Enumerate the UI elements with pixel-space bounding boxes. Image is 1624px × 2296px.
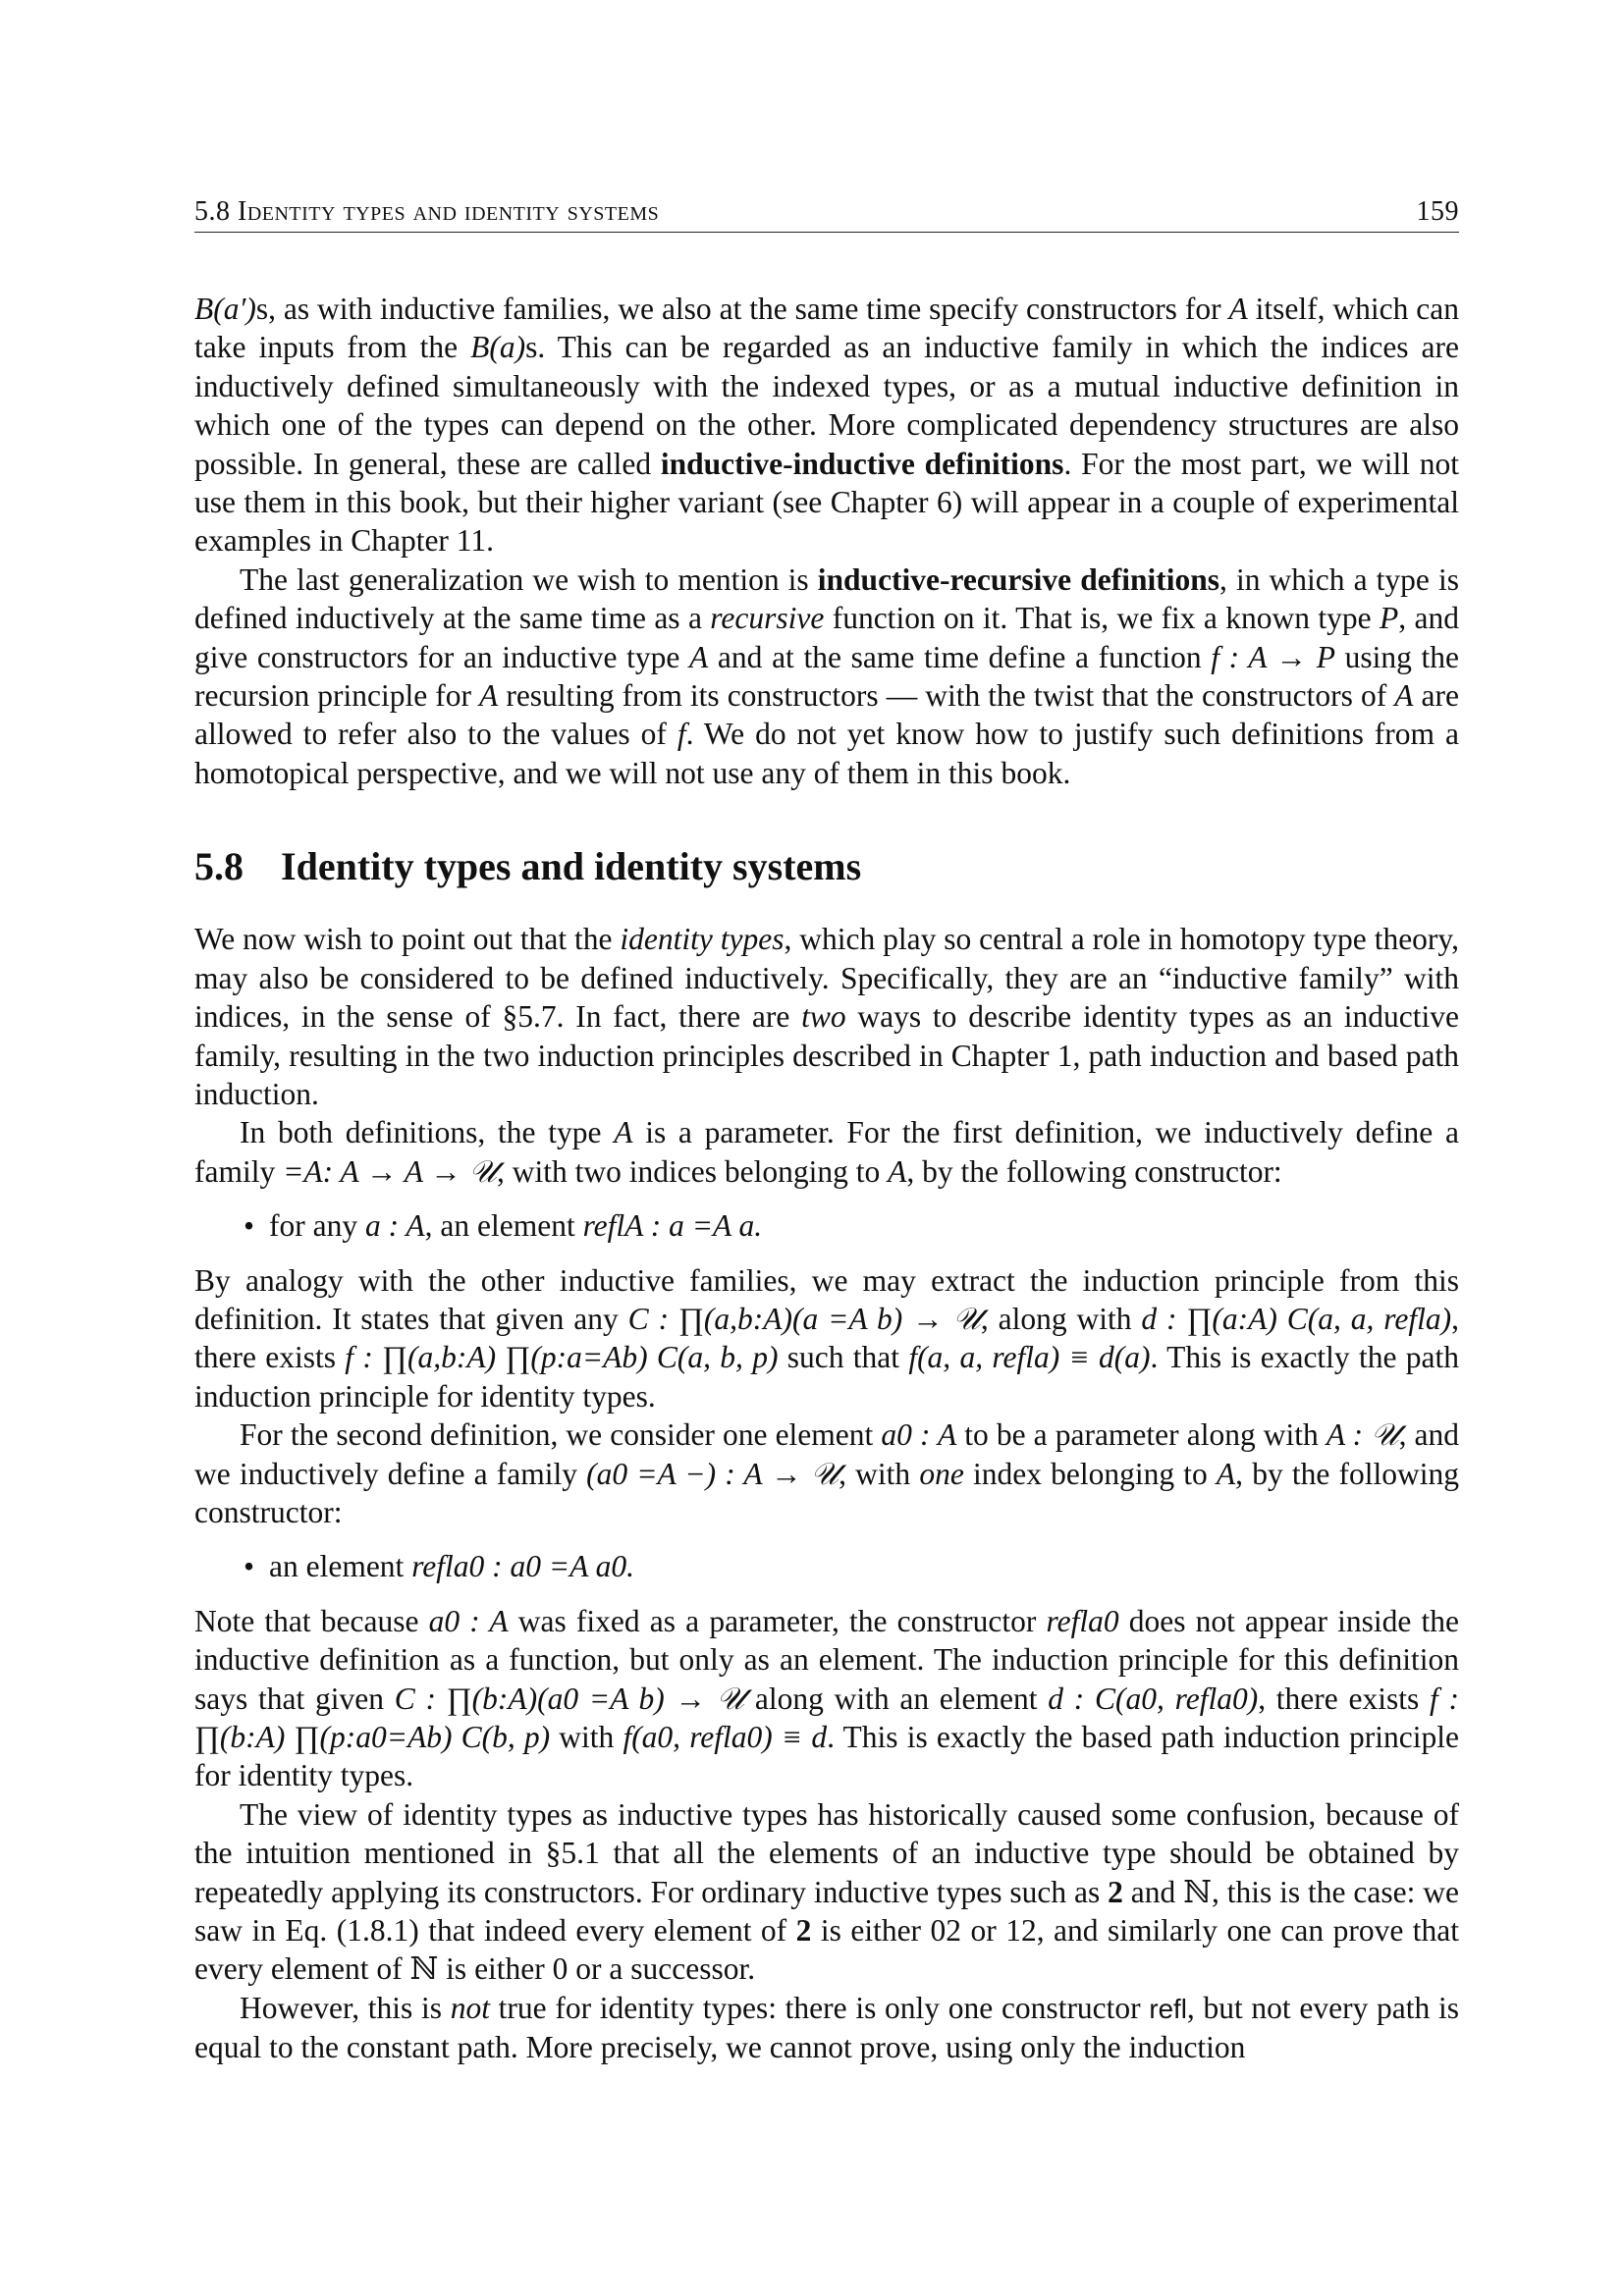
text: is either [811,1913,931,1949]
text: resulting from its constructors — with the twist that the constructors of [498,678,1395,714]
math-A: A [1228,292,1248,326]
text: , and similarly one can prove that every element of ℕ is either 0 or a successor. [194,1913,1459,1987]
text: However, this is [240,1990,451,2025]
text: such that [778,1340,909,1375]
paragraph-3 [194,920,1459,1113]
text: The last generalization we wish to mention is [240,561,818,597]
text: function on it. That is, we fix a known type [824,601,1380,636]
math-Ba: B(a) [470,330,526,365]
math-a-colon-A: a : A [364,1208,425,1244]
math-A-colon-U: A : 𝒰 [1326,1417,1399,1453]
math-identity-family: =A: A → A → 𝒰 [283,1153,498,1189]
text: By analogy with the other inductive families, we may extract the induction principle from this definition. It states that given any [194,1262,1459,1336]
math-based-family: (a0 =A −) : A → 𝒰 [586,1456,839,1491]
emphasis: recursive [710,601,825,636]
text: . This is exactly the based path induction principle for identity types. [194,1720,1459,1793]
paragraph-2 [194,561,1459,792]
text: . This is exactly the path induction principle for identity types. [194,1340,1459,1414]
running-head-title: Identity types and identity systems [238,196,660,227]
text: using the recursion principle for [194,639,1459,714]
term-inductive-recursive: inductive-recursive definitions [817,561,1219,597]
math-zero-two: 02 [930,1913,962,1949]
text: , there exists [1258,1681,1431,1716]
math-refl-A: reflA : a =A a. [582,1208,763,1244]
text: or [961,1913,1006,1949]
running-head-section [194,196,659,228]
text: an element [269,1549,412,1584]
text: itself, which can take inputs from the [194,292,1459,365]
math-f-A-to-P: f : A → P [1211,639,1335,674]
text: s, as with inductive families, we also at the same time specify constructors for [255,292,1229,326]
text: , but not every path is equal to the constant path. More precisely, we cannot prove, using only the induction [194,1990,1459,2065]
emphasis: two [801,999,846,1035]
math-Ba-prime: B(a′) [194,292,256,326]
list-item [244,1206,1459,1245]
text: , along with [980,1301,1142,1336]
text: index belonging to [963,1456,1217,1491]
text: , with [839,1456,920,1491]
math-a0-colon-A: a0 : A [428,1603,509,1638]
constructor-list-1 [194,1206,1459,1245]
text: and ℕ, this is the case: we saw in Eq. (1.8.1) that indeed every element of [194,1874,1459,1949]
math-f-computation-2: f(a0, refla0) ≡ d [623,1720,828,1754]
math-f-type-2: f : ∏(b:A) ∏(p:a0=Ab) C(b, p) [194,1681,1460,1754]
text: , there exists [194,1301,1459,1375]
emphasis: identity types [620,922,785,957]
math-A: A [689,639,709,674]
text: The view of identity types as inductive types has historically caused some confusion, because of the intuition mentioned in §5.1 that all the elements of an inductive type should be obtained by repeatedly applying its constructors. For ordinary inductive types such as [194,1796,1459,1909]
math-f-computation: f(a, a, refla) ≡ d(a) [908,1340,1151,1375]
math-A: A [1394,678,1414,714]
math-d-type-2: d : C(a0, refla0) [1048,1681,1259,1716]
math-refl: refl [1149,1993,1187,2024]
constructor-list-2 [194,1547,1459,1585]
paragraph-7 [194,1602,1459,1795]
page [194,196,1459,2067]
text: are allowed to refer also to the values of [194,678,1459,752]
section-heading [194,843,1459,890]
text: does not appear inside the inductive definition as a function, but only as an element. The induction principle for this definition says that given [194,1603,1460,1716]
text: Note that because [194,1603,429,1638]
text: , and we inductively define a family [194,1417,1460,1491]
text: along with an element [744,1681,1049,1716]
running-head-number: 5.8 [194,196,231,227]
paragraph-4 [194,1113,1459,1191]
text: , in which a type is defined inductively at the same time as a [194,561,1459,636]
math-P: P [1380,601,1399,636]
paragraph-5 [194,1261,1459,1416]
text: . We do not yet know how to justify such definitions from a homotopical perspective, and we will not use any of them in this book. [194,717,1459,790]
text: ways to describe identity types as an inductive family, resulting in the two induction principles described in Chapter 1, path induction and based path induction. [194,999,1459,1111]
body-text [194,290,1459,2067]
text: We now wish to point out that the [194,922,621,957]
text: , and give constructors for an inductive type [194,601,1459,674]
text: s. This can be regarded as an inductive family in which the indices are inductively defined simultaneously with the indexed types, or as a mutual inductive definition in which one of the types can depend on the other. More complicated dependency structures are also possible. In general, these are called [194,330,1459,481]
text: . For the most part, we will not use them in this book, but their higher variant (see Chapter 6) will appear in a couple of experimental examples in Chapter 11. [194,446,1459,559]
section-title: Identity types and identity systems [281,844,862,889]
math-f-type: f : ∏(a,b:A) ∏(p:a=Ab) C(a, b, p) [345,1340,779,1375]
text: to be a parameter along with [956,1417,1326,1453]
bold-two: 2 [1108,1874,1123,1909]
math-refl-a0: refla0 [1046,1603,1119,1638]
text: , with two indices belonging to [497,1153,889,1189]
math-C-type-2: C : ∏(b:A)(a0 =A b) → 𝒰 [394,1681,745,1716]
text: was fixed as a parameter, the constructor [508,1603,1047,1638]
text: and at the same time define a function [708,639,1212,674]
text: for any [269,1208,365,1244]
math-A: A [1216,1456,1236,1491]
math-a0-colon-A: a0 : A [881,1417,957,1453]
bold-two: 2 [795,1913,812,1949]
paragraph-8 [194,1795,1459,1989]
text: , by the following constructor: [906,1153,1282,1189]
paragraph-9 [194,1989,1459,2067]
text: , by the following constructor: [194,1456,1459,1529]
text: , which play so central a role in homotopy type theory, may also be considered to be defined inductively. Specifically, they are an “inductive family” with indices, in the sense of §5.7. In fact, there are [194,922,1459,1035]
list-item [244,1547,1459,1585]
section-number: 5.8 [194,844,244,889]
text: , an element [424,1208,583,1244]
math-A: A [614,1115,633,1150]
text: For the second definition, we consider one element [240,1417,882,1453]
paragraph-1 [194,290,1459,561]
math-A: A [479,678,499,714]
running-head [194,196,1459,233]
math-refl-a0: refla0 : a0 =A a0. [411,1549,635,1584]
math-one-two: 12 [1005,1913,1037,1949]
math-C-type: C : ∏(a,b:A)(a =A b) → 𝒰 [627,1301,981,1336]
math-d-type: d : ∏(a:A) C(a, a, refla) [1141,1301,1452,1336]
emphasis: one [919,1456,964,1491]
math-A: A [888,1153,907,1189]
text: true for identity types: there is only one constructor [489,1990,1150,2025]
text: is a parameter. For the first definition, we inductively define a family [194,1115,1459,1189]
math-f: f [677,717,686,752]
term-inductive-inductive: inductive-inductive definitions [660,446,1064,481]
paragraph-6 [194,1415,1459,1531]
page-number: 159 [1416,196,1459,227]
emphasis: not [450,1990,490,2025]
text: In both definitions, the type [240,1115,615,1150]
text: with [550,1720,623,1754]
